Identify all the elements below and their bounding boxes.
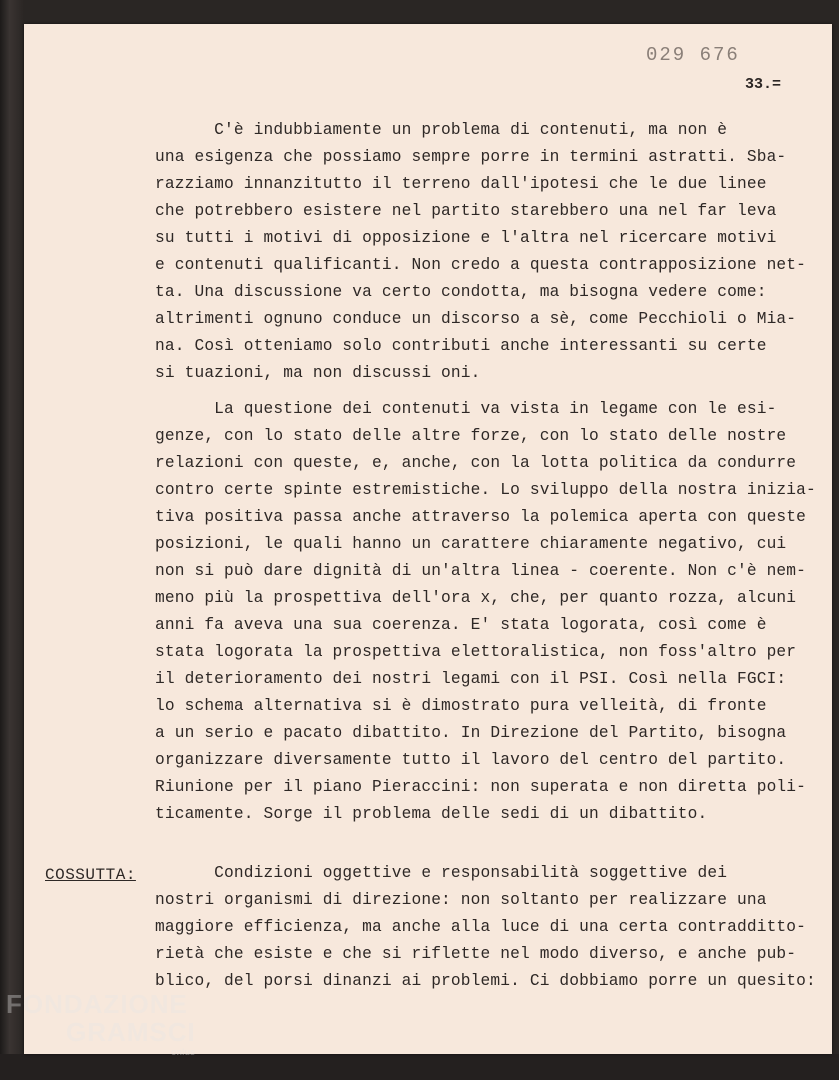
text-line: meno più la prospettiva dell'ora x, che, per quanto rozza, alcuni xyxy=(155,589,797,607)
text-line: na. Così otteniamo solo contributi anche interessanti su certe xyxy=(155,337,767,355)
speaker-label: COSSUTTA: xyxy=(45,866,136,884)
text-line: nostri organismi di direzione: non soltanto per realizzare una xyxy=(155,891,767,909)
watermark-line-2: GRAMSCI xyxy=(66,1017,196,1047)
text-line: razziamo innanzitutto il terreno dall'ipotesi che le due linee xyxy=(155,175,767,193)
text-line: tiva positiva passa anche attraverso la polemica aperta con queste xyxy=(155,508,807,526)
text-line: il deterioramento dei nostri legami con il PSI. Così nella FGCI: xyxy=(155,670,787,688)
text-line: che potrebbero esistere nel partito starebbero una nel far leva xyxy=(155,202,777,220)
text-line: posizioni, le quali hanno un carattere chiaramente negativo, cui xyxy=(155,535,787,553)
text-line: Riunione per il piano Pieraccini: non superata e non diretta poli- xyxy=(155,778,807,796)
text-line: blico, del porsi dinanzi ai problemi. Ci dobbiamo porre un quesito: xyxy=(155,972,816,990)
text-line: ta. Una discussione va certo condotta, ma bisogna vedere come: xyxy=(155,283,767,301)
text-line: Condizioni oggettive e responsabilità soggettive dei xyxy=(155,864,728,882)
watermark-logo xyxy=(6,990,196,1058)
watermark-line-1: FONDAZIONE xyxy=(6,989,188,1019)
text-line: una esigenza che possiamo sempre porre in termini astratti. Sba- xyxy=(155,148,787,166)
text-line: lo schema alternativa si è dimostrato pura velleità, di fronte xyxy=(155,697,767,715)
text-line: non si può dare dignità di un'altra linea - coerente. Non c'è nem- xyxy=(155,562,807,580)
text-line: si tuazioni, ma non discussi oni. xyxy=(155,364,481,382)
text-line: stata logorata la prospettiva elettoralistica, non foss'altro per xyxy=(155,643,797,661)
page-number: 33.= xyxy=(745,76,782,93)
archive-number: 029 676 xyxy=(646,44,740,66)
text-line: rietà che esiste e che si riflette nel modo diverso, e anche pub- xyxy=(155,945,797,963)
text-line: a un serio e pacato dibattito. In Direzione del Partito, bisogna xyxy=(155,724,787,742)
text-line: su tutti i motivi di opposizione e l'altra nel ricercare motivi xyxy=(155,229,777,247)
text-line: relazioni con queste, e, anche, con la lotta politica da condurre xyxy=(155,454,797,472)
text-line: La questione dei contenuti va vista in legame con le esi- xyxy=(155,400,777,418)
text-line: organizzare diversamente tutto il lavoro del centro del partito. xyxy=(155,751,787,769)
text-line: genze, con lo stato delle altre forze, con lo stato delle nostre xyxy=(155,427,787,445)
text-line: e contenuti qualificanti. Non credo a questa contrapposizione net- xyxy=(155,256,807,274)
text-line: C'è indubbiamente un problema di contenuti, ma non è xyxy=(155,121,728,139)
text-line: ticamente. Sorge il problema delle sedi di un dibattito. xyxy=(155,805,708,823)
watermark-line-3: onlus xyxy=(171,1047,195,1057)
text-line: maggiore efficienza, ma anche alla luce di una certa contradditto- xyxy=(155,918,807,936)
text-line: contro certe spinte estremistiche. Lo sviluppo della nostra inizia- xyxy=(155,481,816,499)
text-line: altrimenti ognuno conduce un discorso a sè, come Pecchioli o Mia- xyxy=(155,310,797,328)
scanner-edge xyxy=(0,0,24,1080)
text-line: anni fa aveva una sua coerenza. E' stata logorata, così come è xyxy=(155,616,767,634)
